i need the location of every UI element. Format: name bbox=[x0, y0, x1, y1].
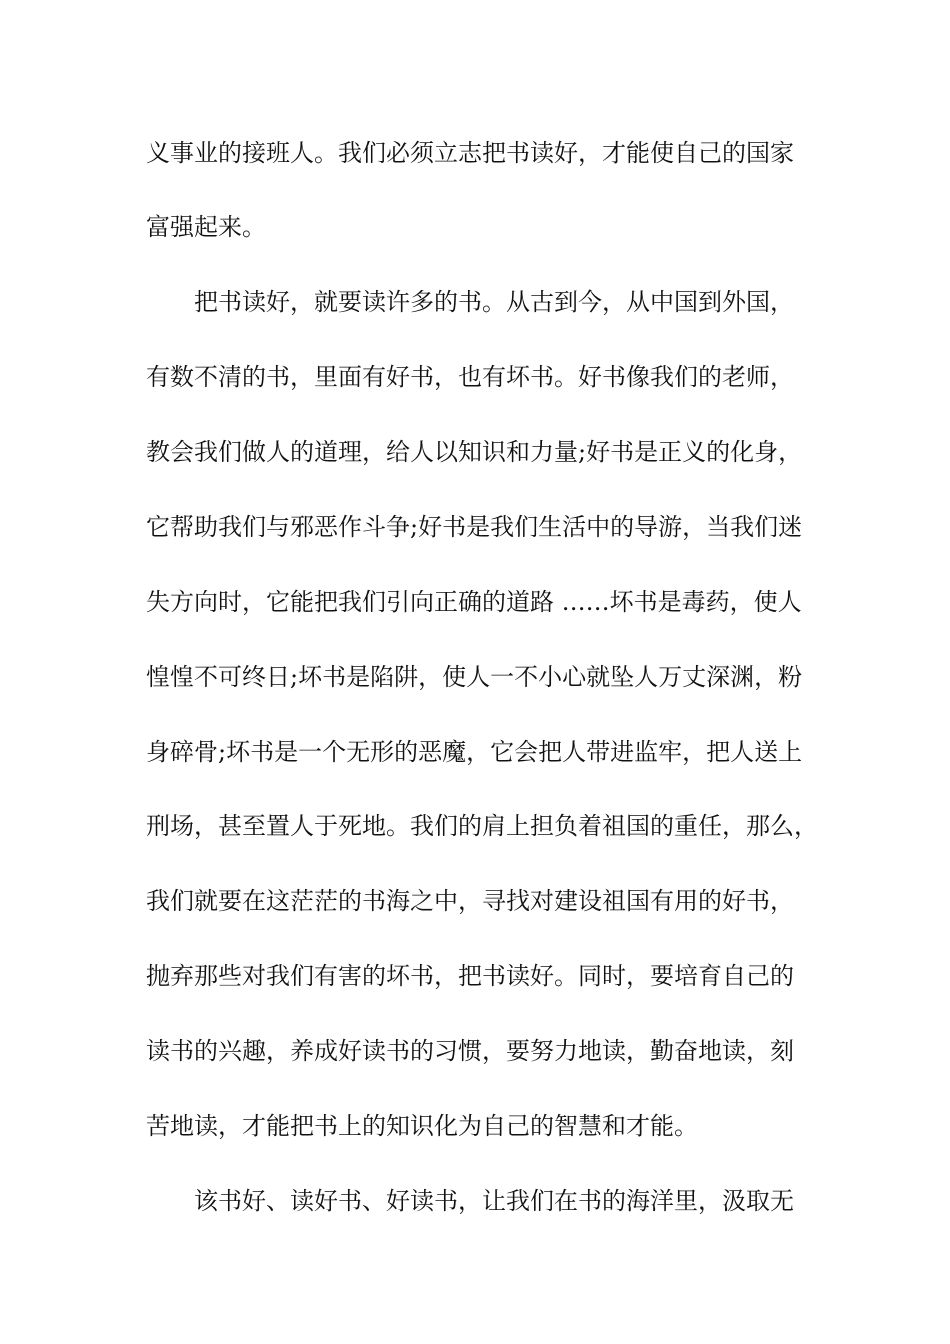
text-line: 读书的兴趣，养成好读书的习惯，要努力地读，勤奋地读，刻 bbox=[146, 1037, 794, 1065]
text-line: 失方向时，它能把我们引向正确的道路 ……坏书是毒药，使人 bbox=[146, 588, 802, 616]
text-line: 义事业的接班人。我们必须立志把书读好，才能使自己的国家 bbox=[146, 139, 794, 167]
text-line: 教会我们做人的道理，给人以知识和力量;好书是正义的化身， bbox=[146, 438, 803, 466]
text-line: 有数不清的书，里面有好书，也有坏书。好书像我们的老师， bbox=[146, 363, 794, 391]
text-line: 富强起来。 bbox=[146, 213, 266, 241]
paragraph-start-line: 该书好、读好书、好读书，让我们在书的海洋里，汲取无 bbox=[194, 1187, 794, 1215]
text-line: 抛弃那些对我们有害的坏书，把书读好。同时，要培育自己的 bbox=[146, 962, 794, 990]
paragraph-start-line: 把书读好，就要读许多的书。从古到今，从中国到外国， bbox=[194, 288, 794, 316]
text-line: 刑场，甚至置人于死地。我们的肩上担负着祖国的重任，那么， bbox=[146, 812, 818, 840]
text-line: 我们就要在这茫茫的书海之中，寻找对建设祖国有用的好书， bbox=[146, 887, 794, 915]
text-line: 身碎骨;坏书是一个无形的恶魔，它会把人带进监牢，把人送上 bbox=[146, 738, 803, 766]
text-line: 惶惶不可终日;坏书是陷阱，使人一不小心就坠人万丈深渊，粉 bbox=[146, 663, 803, 691]
text-line: 它帮助我们与邪恶作斗争;好书是我们生活中的导游，当我们迷 bbox=[146, 513, 803, 541]
text-line: 苦地读，才能把书上的知识化为自己的智慧和才能。 bbox=[146, 1112, 698, 1140]
